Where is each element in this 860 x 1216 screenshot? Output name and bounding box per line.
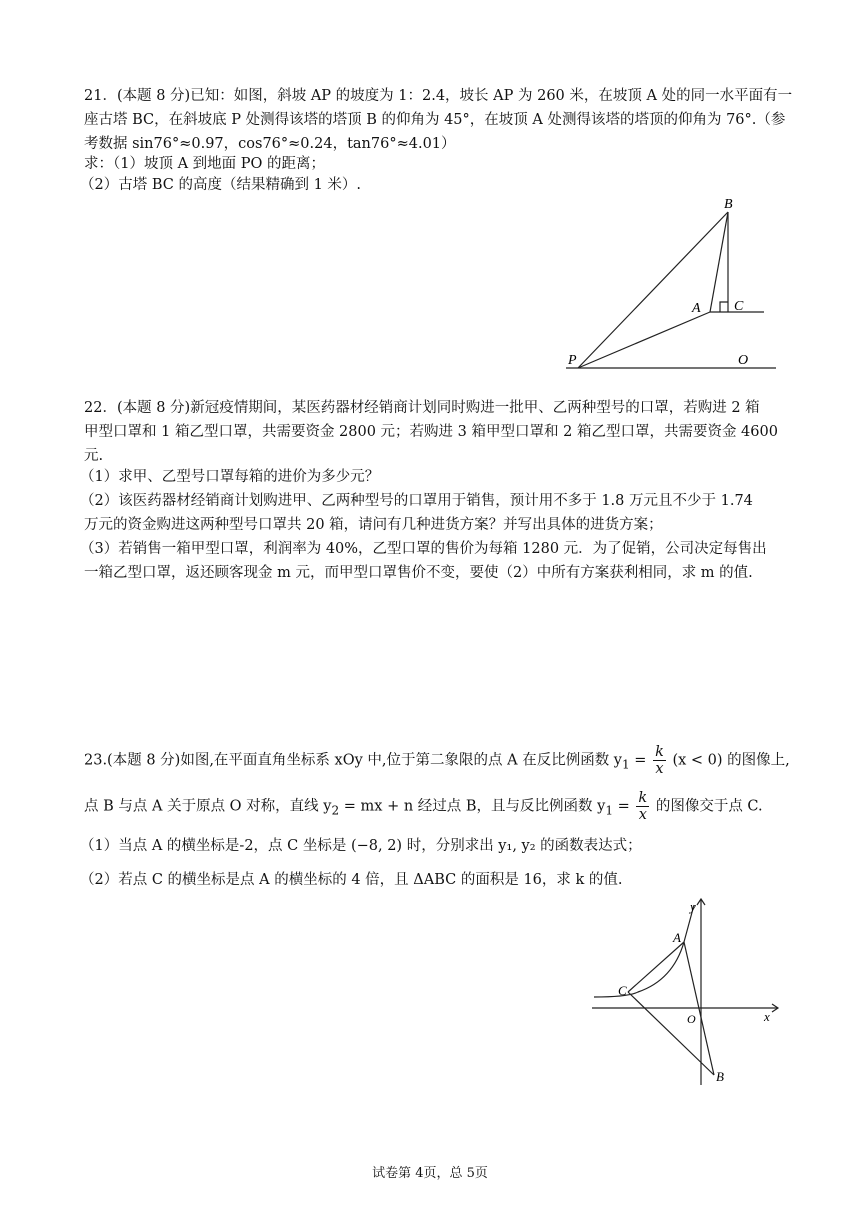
q22-line-4: （1）求甲、乙型号口罩每箱的进价为多少元？: [80, 469, 380, 485]
line-PB: [578, 212, 728, 368]
q21-figure: [560, 190, 780, 375]
q22-line-1: 22．(本题 8 分)新冠疫情期间，某医药器材经销商计划同时购进一批甲、乙两种型号的口罩，若购进 2 箱: [84, 400, 760, 416]
fraction-numerator-2: k: [638, 790, 648, 806]
q23-line1-text-b: (x < 0) 的图像上,: [672, 752, 790, 769]
fraction-k-over-x-2: [636, 790, 649, 823]
q23-line-1: [84, 744, 790, 777]
line-CA: [628, 942, 684, 992]
fraction-denominator-2: x: [638, 807, 647, 823]
q23-line2-eq: =: [617, 798, 630, 815]
label-O: O: [687, 1012, 696, 1026]
q22-line-3: 元.: [84, 448, 104, 464]
q23-part-2: （2）若点 C 的横坐标是点 A 的横坐标的 4 倍，且 ΔABC 的面积是 16，求 k 的值.: [80, 872, 623, 888]
q23-line2-sub2: 1: [605, 803, 614, 818]
q22-line-8: 一箱乙型口罩，返还顾客现金 m 元，而甲型口罩售价不变，要使（2）中所有方案获利相同，求 m 的值.: [84, 565, 753, 581]
q22-line-2: 甲型口罩和 1 箱乙型口罩，共需要资金 2800 元；若购进 3 箱甲型口罩和 2 箱乙型口罩，共需要资金 4600: [84, 424, 778, 440]
q23-line2-text-b: = mx + n 经过点 B，且与反比例函数 y: [343, 798, 606, 815]
q21-line-3: 考数据 sin76°≈0.97，cos76°≈0.24，tan76°≈4.01）: [84, 136, 456, 152]
label-C: C: [734, 299, 744, 314]
label-x: x: [764, 1009, 770, 1024]
q23-line1-sub: 1: [622, 757, 630, 772]
q23-part-1: （1）当点 A 的横坐标是-2，点 C 坐标是 (−8, 2) 时，分别求出 y₁, y₂ 的函数表达式；: [80, 838, 642, 854]
q23-line2-text-c: 的图像交于点 C.: [655, 798, 763, 815]
hyperbola-branch: [594, 905, 694, 997]
q21-line-1: 21．(本题 8 分)已知：如图，斜坡 AP 的坡度为 1：2.4，坡长 AP 为 260 米，在坡顶 A 处的同一水平面有一: [84, 88, 793, 104]
line-PA: [578, 312, 710, 368]
label-y: y: [690, 899, 696, 914]
q23-line1-eq: =: [634, 752, 647, 769]
q21-line-5: （2）古塔 BC 的高度（结果精确到 1 米）.: [80, 177, 362, 193]
q22-line-5: （2）该医药器材经销商计划购进甲、乙两种型号的口罩用于销售，预计用不多于 1.8 万元且不少于 1.74: [80, 493, 753, 509]
q22-line-6: 万元的资金购进这两种型号口罩共 20 箱，请问有几种进货方案？并写出具体的进货方案；: [84, 517, 663, 533]
q23-line1-text-a: 23.(本题 8 分)如图,在平面直角坐标系 xOy 中,位于第二象限的点 A 在反比例函数 y: [84, 752, 622, 769]
fraction-denominator: x: [655, 761, 664, 777]
label-A: A: [692, 301, 701, 316]
right-angle-mark: [720, 302, 728, 312]
fraction-k-over-x: [653, 744, 666, 777]
q21-line-2: 座古塔 BC，在斜坡底 P 处测得该塔的塔顶 B 的仰角为 45°，在坡顶 A 处测得该塔的塔顶的仰角为 76°.（参: [84, 112, 786, 128]
label-B: B: [724, 197, 733, 212]
fraction-numerator: k: [655, 744, 664, 760]
line-AB: [710, 212, 728, 312]
q23-figure: [588, 895, 783, 1090]
label-P: P: [568, 353, 577, 368]
page-footer: 试卷第 4页，总 5页: [372, 1166, 488, 1181]
q23-line-2: [84, 790, 763, 823]
q22-line-7: （3）若销售一箱甲型口罩，利润率为 40%，乙型口罩的售价为每箱 1280 元．为了促销，公司决定每售出: [80, 541, 767, 557]
q23-line2-sub: 2: [331, 803, 340, 818]
label-B: B: [716, 1069, 724, 1084]
label-C: C: [618, 983, 627, 998]
q21-line-4: 求：（1）坡顶 A 到地面 PO 的距离；: [84, 156, 326, 172]
label-O: O: [738, 353, 749, 368]
q23-line2-text-a: 点 B 与点 A 关于原点 O 对称，直线 y: [84, 798, 332, 815]
label-A: A: [673, 930, 681, 945]
